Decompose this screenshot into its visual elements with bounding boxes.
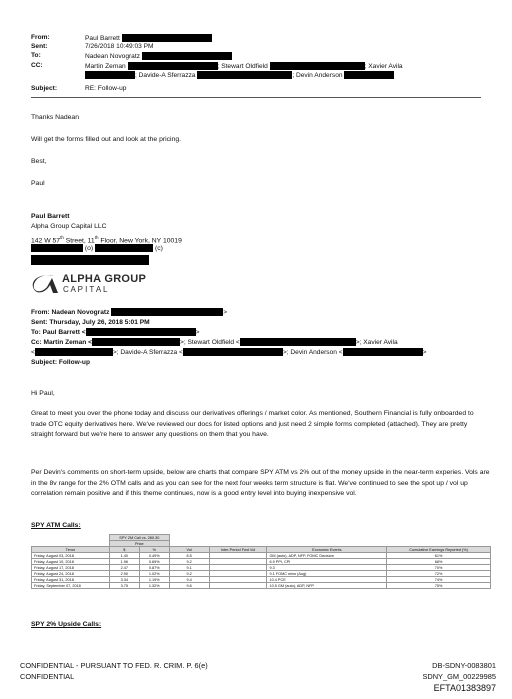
column-header: Economic Events — [267, 547, 387, 553]
reply-line-2: Will get the forms filled out and look at the pricing. — [31, 136, 181, 143]
footer-confidential-1: CONFIDENTIAL - PURSUANT TO FED. R. CRIM. P. 6(e) — [20, 661, 208, 670]
table-cell: 9.4 — [169, 577, 209, 583]
table-cell: Friday, August 24, 2018 — [32, 571, 110, 577]
cc-name: Martin Zeman — [85, 62, 126, 70]
section-spy-upside: SPY 2% Upside Calls: — [31, 621, 102, 628]
redaction — [95, 244, 153, 252]
footer-bates-2: SDNY_GM_00229985 — [422, 672, 496, 681]
cc-name: ; Xavier Avila — [364, 62, 403, 70]
sent-value: 7/26/2018 10:49:03 PM — [85, 43, 154, 50]
table-cell: 1.32% — [139, 583, 169, 589]
redaction — [92, 338, 180, 346]
footer-bates-1: DB-SDNY-0083801 — [432, 661, 496, 670]
from-name: Paul Barrett — [85, 34, 120, 42]
to-value — [85, 52, 232, 60]
table-cell: 74% — [387, 577, 491, 583]
table-cell: 75% — [387, 583, 491, 589]
header-divider — [31, 97, 481, 98]
reply-closing: Best, — [31, 158, 47, 165]
table-cell: 0.69% — [139, 559, 169, 565]
phone-office-label: (o) — [84, 245, 94, 252]
redaction — [240, 338, 356, 346]
section-spy-atm: SPY ATM Calls: — [31, 522, 81, 529]
cc-name: ; Davide-A Sferrazza — [135, 71, 196, 79]
table-cell: GM (auto), ADP, NFP, FOMC Decision — [267, 553, 387, 559]
header2-subject: Subject: Follow-up — [31, 359, 90, 366]
header2-cc-2: < >; Davide-A Sferrazza < >; Devin Anderson < > — [31, 349, 427, 356]
table-cell: 9.2 — [169, 559, 209, 565]
table-cell: 1.96 — [109, 559, 139, 565]
table-cell: 6.9 PPI, CPI — [267, 559, 387, 565]
table-cell: 9.1 FOMC mins (Aug) — [267, 571, 387, 577]
table-title: SPY 2M Call vs. 280.30 — [109, 535, 169, 541]
table-cell: 1.19% — [139, 577, 169, 583]
message-paragraph-1: Great to meet you over the phone today and discuss our derivatives offerings / market color. As mentioned, Southern Financial is fully onboarded to trade OTC equity derivatives here. We've reviewed our docs for listed options and just need 2 simple forms completed (attached). They are pretty straight forward but we're here to answer any questions on them that you have. — [31, 410, 474, 438]
redaction — [86, 328, 196, 336]
redaction — [111, 308, 223, 316]
table-cell: 9.3 — [267, 565, 387, 571]
subject-value: RE: Follow-up — [85, 85, 127, 92]
cc-name: ; Stewart Oldfield — [217, 62, 268, 70]
table-cell: 0.49% — [139, 553, 169, 559]
footer-confidential-2: CONFIDENTIAL — [20, 672, 75, 681]
sent-label: Sent: — [31, 43, 48, 50]
table-cell: 2.47 — [109, 565, 139, 571]
table-cell: Friday, August 17, 2018 — [32, 565, 110, 571]
column-header: Inter-Period Fwd Vol — [209, 547, 267, 553]
header2-to: To: Paul Barrett < > — [31, 329, 200, 336]
redaction — [122, 34, 212, 42]
column-header: Vol — [169, 547, 209, 553]
signature-phones — [31, 244, 163, 255]
column-header: Tenor — [32, 547, 110, 553]
signature-company: Alpha Group Capital LLC — [31, 223, 107, 230]
logo-text-line-2: C A P I T A L — [63, 285, 108, 294]
logo-text-line-1: ALPHA GROUP — [62, 273, 147, 285]
table-cell: Friday, August 10, 2018 — [32, 559, 110, 565]
table-cell: 70% — [387, 565, 491, 571]
company-logo — [31, 272, 151, 296]
to-name: Nadean Novogratz — [85, 52, 140, 60]
table-price-header: Price — [109, 541, 169, 547]
from-label: From: — [31, 34, 50, 41]
redaction — [343, 348, 423, 356]
table-cell: 9.1 — [169, 565, 209, 571]
header2-sent: Sent: Thursday, July 26, 2018 5:01 PM — [31, 319, 150, 326]
table-cell: 1.02% — [139, 571, 169, 577]
table-body — [32, 553, 491, 589]
table-cell: Friday, September 07, 2018 — [32, 583, 110, 589]
table-cell: 9.6 — [169, 583, 209, 589]
redaction — [35, 348, 113, 356]
redaction — [344, 71, 394, 79]
table-cell: 72% — [387, 571, 491, 577]
table-cell: Friday, August 03, 2018 — [32, 553, 110, 559]
table-cell: 9.2 — [169, 571, 209, 577]
table-cell: 10.5 GM (auto), ADP, NFP — [267, 583, 387, 589]
table-cell: 61% — [387, 553, 491, 559]
table-cell — [209, 583, 267, 589]
table-cell: 1.40 — [109, 553, 139, 559]
message-paragraph-2: Per Devin's comments on short-term upside, below are charts that compare SPY ATM vs 2% out of the money upside in the near-term experies. Vols are in the 8v range for the 2% OTM calls and as you can see for the next four weeks term structure is flat. We've continued to see the spot up / vol up correlation remain positive and if this theme continues, now is a good entry level into buying inexpensive vol. — [31, 469, 490, 497]
table-cell: 3.75 — [109, 583, 139, 589]
signature-name: Paul Barrett — [31, 213, 70, 220]
redaction — [31, 255, 149, 265]
reply-line-1: Thanks Nadean — [31, 114, 79, 121]
table-cell: 0.87% — [139, 565, 169, 571]
header2-cc: Cc: Martin Zeman < >; Stewart Oldfield < >; Xavier Avila — [31, 339, 398, 346]
redaction — [183, 348, 283, 356]
spy-atm-table — [31, 534, 491, 589]
email-header-2 — [31, 308, 491, 368]
alpha-logo-icon — [31, 273, 61, 295]
table-cell: 8.5 — [169, 553, 209, 559]
redaction — [270, 62, 365, 70]
subject-label: Subject: — [31, 85, 58, 92]
table-cell: 10.4 PCE — [267, 577, 387, 583]
phone-cell-label: (c) — [154, 245, 163, 252]
redaction — [128, 62, 218, 70]
footer-efta-id: EFTA01383897 — [433, 683, 496, 693]
cc-line-1 — [85, 62, 403, 70]
column-header: % — [139, 547, 169, 553]
column-header: $ — [109, 547, 139, 553]
redaction — [31, 244, 83, 252]
redaction — [142, 52, 232, 60]
message-greeting: Hi Paul, — [31, 390, 55, 397]
reply-name: Paul — [31, 180, 45, 187]
to-label: To: — [31, 52, 41, 59]
cc-label: CC: — [31, 62, 43, 69]
table-row — [32, 583, 491, 589]
redaction — [85, 71, 135, 79]
from-value — [85, 34, 212, 42]
header2-from: From: Nadean Novogratz > — [31, 309, 228, 316]
table-cell: Friday, August 31, 2018 — [32, 577, 110, 583]
table-cell: 3.34 — [109, 577, 139, 583]
table-cell: 68% — [387, 559, 491, 565]
cc-name: ; Devin Anderson — [292, 71, 343, 79]
cc-line-2 — [85, 71, 394, 79]
table-cell: 2.90 — [109, 571, 139, 577]
signature-address: 142 W 57th Street, 11th Floor, New York, NY 10019 — [31, 235, 182, 245]
column-header: Cumulative Earnings Reported (%) — [387, 547, 491, 553]
redaction — [197, 71, 292, 79]
